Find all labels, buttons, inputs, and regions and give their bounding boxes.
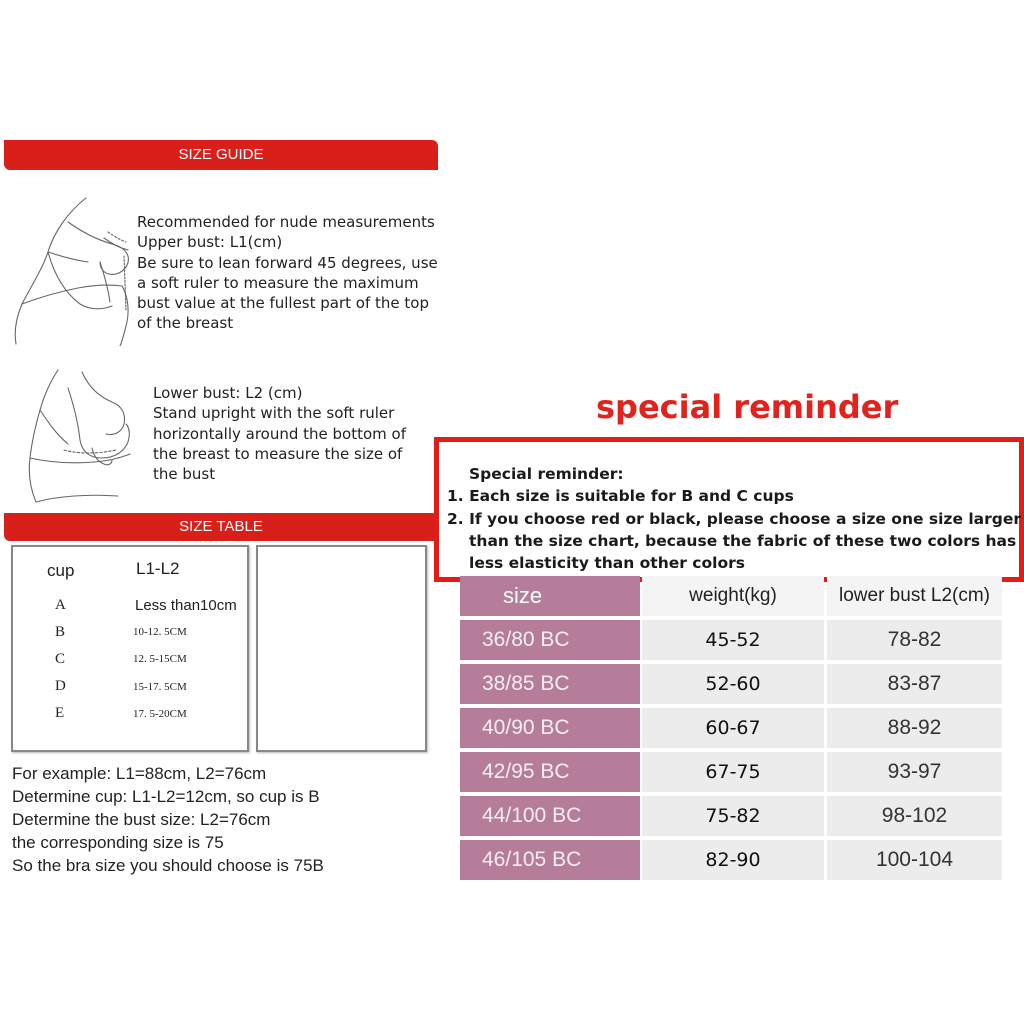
table-header-row (460, 576, 1002, 616)
size-cell: 44/100 BC (460, 796, 640, 836)
size-cell: 36/80 BC (460, 620, 640, 660)
reminder-item-1: 1. Each size is suitable for B and C cups (447, 487, 794, 505)
lower-bust-cell: 78-82 (827, 620, 1002, 660)
lower-line: Stand upright with the soft ruler (153, 404, 395, 423)
reminder-item-2: 2. If you choose red or black, please choose a size one size larger (447, 510, 1022, 528)
size-cell: 40/90 BC (460, 708, 640, 748)
header-weight: weight(kg) (642, 576, 824, 616)
lower-bust-cell: 88-92 (827, 708, 1002, 748)
lower-bust-instructions (153, 383, 406, 484)
reminder-heading: Special reminder: (469, 465, 624, 483)
lower-bust-cell: 93-97 (827, 752, 1002, 792)
cup-letter: E (55, 705, 65, 721)
diff-header: L1-L2 (136, 559, 180, 578)
example-line: the corresponding size is 75 (12, 833, 224, 852)
cup-range: Less than10cm (135, 597, 237, 614)
table-row (460, 796, 1002, 836)
lower-bust-cell: 100-104 (827, 840, 1002, 880)
weight-cell: 67-75 (642, 752, 824, 792)
cup-range: 12. 5-15CM (133, 653, 187, 665)
reminder-title: special reminder (596, 388, 899, 426)
lower-line: Lower bust: L2 (cm) (153, 384, 303, 402)
reminder-item-2-cont: less elasticity than other colors (469, 554, 745, 572)
cup-header: cup (47, 561, 75, 580)
example-line: Determine cup: L1-L2=12cm, so cup is B (12, 787, 320, 806)
example-line: Determine the bust size: L2=76cm (12, 810, 271, 829)
size-cell: 42/95 BC (460, 752, 640, 792)
upper-bust-instructions (137, 212, 438, 334)
cup-range: 15-17. 5CM (133, 681, 187, 693)
weight-cell: 60-67 (642, 708, 824, 748)
lower-bust-illustration (8, 366, 148, 506)
cup-table (11, 545, 249, 752)
reminder-item-2-cont: than the size chart, because the fabric of these two colors has (469, 532, 1017, 550)
size-guide-banner: SIZE GUIDE (4, 140, 438, 170)
upper-bust-illustration (8, 192, 136, 346)
upper-line: bust value at the fullest part of the top (137, 294, 429, 313)
example-line: For example: L1=88cm, L2=76cm (12, 764, 267, 783)
upper-line: Be sure to lean forward 45 degrees, use (137, 253, 438, 272)
upper-line: Upper bust: L1(cm) (137, 233, 283, 252)
reminder-box (434, 437, 1024, 582)
table-row (460, 708, 1002, 748)
lower-line: the breast to measure the size of (153, 444, 403, 463)
size-table-banner: SIZE TABLE (4, 513, 438, 541)
upper-line: of the breast (137, 314, 234, 333)
weight-cell: 75-82 (642, 796, 824, 836)
lower-line: horizontally around the bottom of (153, 424, 407, 443)
size-cell: 38/85 BC (460, 664, 640, 704)
cup-letter: B (55, 624, 66, 640)
lower-line: the bust (153, 465, 216, 484)
table-row (460, 620, 1002, 660)
cup-range: 10-12. 5CM (133, 626, 187, 638)
header-lower-bust: lower bust L2(cm) (827, 576, 1002, 616)
header-size: size (460, 576, 640, 616)
size-cell: 46/105 BC (460, 840, 640, 880)
cup-range: 17. 5-20CM (133, 708, 187, 720)
weight-cell: 52-60 (642, 664, 824, 704)
cup-letter: C (55, 651, 66, 667)
example-line: So the bra size you should choose is 75B (12, 856, 324, 875)
table-row (460, 840, 1002, 880)
upper-line: Recommended for nude measurements (137, 213, 435, 231)
table-row (460, 752, 1002, 792)
cup-letter: A (55, 597, 66, 613)
example-explanation (12, 762, 324, 877)
empty-table-box (256, 545, 427, 752)
table-row (460, 664, 1002, 704)
weight-cell: 45-52 (642, 620, 824, 660)
weight-cell: 82-90 (642, 840, 824, 880)
lower-bust-cell: 83-87 (827, 664, 1002, 704)
lower-bust-cell: 98-102 (827, 796, 1002, 836)
cup-letter: D (55, 678, 66, 694)
upper-line: a soft ruler to measure the maximum (137, 273, 419, 292)
